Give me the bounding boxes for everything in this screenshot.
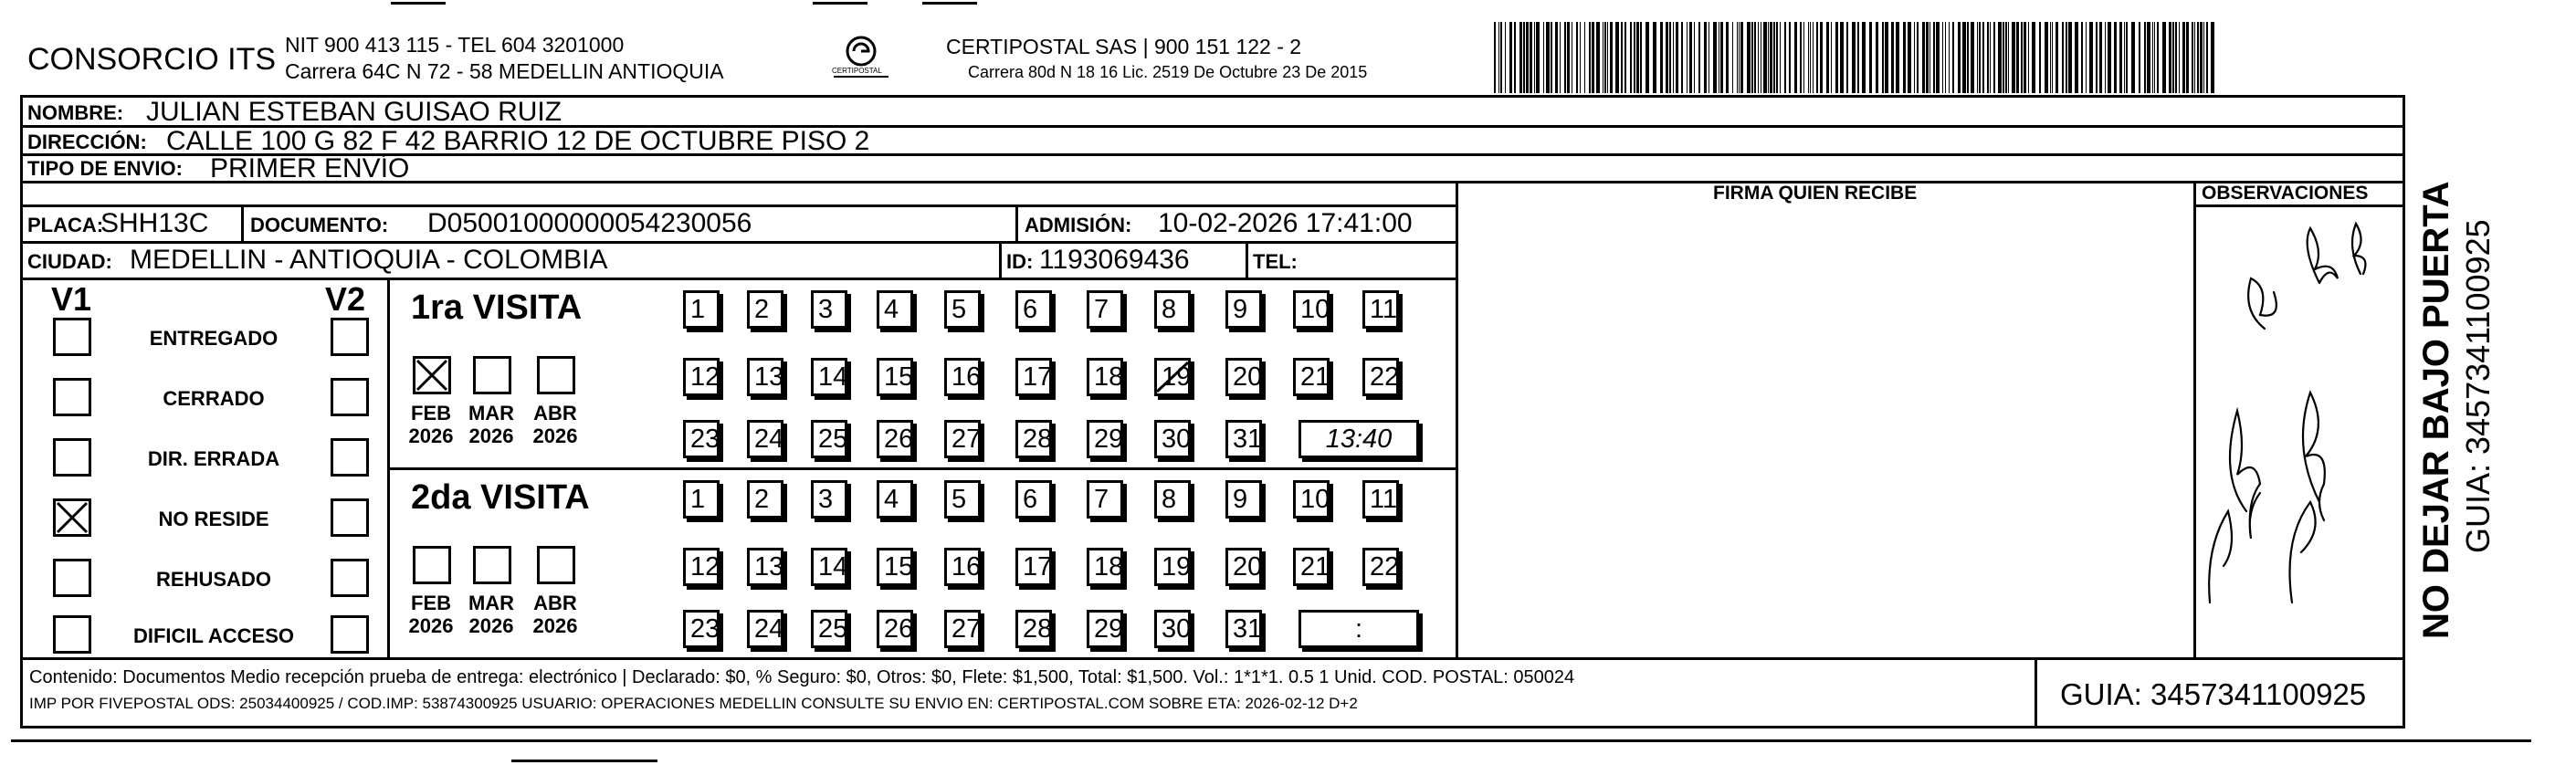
day-number: 17: [1023, 362, 1053, 392]
first-visit-day-box[interactable]: [683, 420, 720, 458]
logo-text: CERTIPOSTAL: [832, 67, 882, 75]
col-divider: [1246, 241, 1248, 278]
day-number: 21: [1300, 362, 1330, 392]
day-number: 5: [952, 485, 967, 514]
col-divider: [241, 204, 244, 241]
first-visit-month-checkbox[interactable]: [473, 356, 511, 394]
day-number: 13: [754, 552, 784, 582]
footer-print-info: IMP POR FIVEPOSTAL ODS: 25034400925 / COD.IMP: 53874300925 USUARIO: OPERACIONES MEDELLIN CONSULTE SU ENVIO EN: CERTIPOSTAL.COM SOBRE ETA: 2026-02-12 D+2: [29, 695, 1358, 712]
col-divider: [2035, 657, 2037, 728]
cross-mark-icon: [415, 359, 448, 392]
first-visit-day-box[interactable]: [1362, 290, 1399, 329]
second-visit-day-box[interactable]: [747, 548, 783, 586]
day-number: 9: [1233, 295, 1248, 324]
month-label: [464, 592, 519, 638]
day-number: 3: [818, 485, 834, 514]
second-visit-day-box[interactable]: [1154, 480, 1191, 519]
first-visit-day-box[interactable]: [1225, 358, 1262, 396]
day-number: 1: [690, 295, 706, 324]
row-divider: [20, 278, 1456, 280]
month-name: FEB: [411, 592, 451, 614]
nit-line: NIT 900 413 115 - TEL 604 3201000: [285, 33, 625, 57]
day-number: 30: [1162, 614, 1192, 644]
day-number: 13: [754, 362, 784, 392]
day-number: 5: [952, 295, 967, 324]
first-visit-day-box[interactable]: [1362, 358, 1399, 396]
day-number: 20: [1233, 362, 1263, 392]
logo-icon: [825, 33, 898, 83]
month-name: MAR: [468, 402, 515, 424]
first-visit-day-box[interactable]: [877, 290, 913, 329]
second-visit-day-box[interactable]: [1087, 480, 1123, 519]
month-label: [404, 402, 458, 448]
day-number: 29: [1094, 614, 1124, 644]
status-label: DIFICIL ACCESO: [132, 624, 294, 647]
scan-line: [391, 2, 446, 5]
row-divider: [387, 467, 1456, 470]
first-visit-month-checkbox[interactable]: [413, 356, 451, 394]
second-visit-day-box[interactable]: [1225, 480, 1262, 519]
documento-value: D05001000000054230056: [427, 208, 752, 238]
day-number: 11: [1370, 295, 1398, 324]
ciudad-value: MEDELLIN - ANTIOQUIA - COLOMBIA: [130, 245, 608, 275]
first-visit-month-checkbox[interactable]: [537, 356, 575, 394]
v1-checkbox[interactable]: [53, 378, 91, 416]
month-year: 2026: [532, 424, 578, 448]
address-line: Carrera 64C N 72 - 58 MEDELLIN ANTIOQUIA: [285, 59, 724, 83]
day-number: 12: [690, 362, 720, 392]
day-number: 25: [818, 614, 848, 644]
second-visit-day-box[interactable]: [1154, 610, 1191, 648]
scan-line: [511, 760, 657, 762]
company-name: CONSORCIO ITS: [27, 42, 277, 77]
first-visit-day-box[interactable]: [1015, 290, 1052, 329]
day-number: 9: [1233, 485, 1248, 514]
second-visit-day-box[interactable]: [1362, 480, 1399, 519]
day-number: 4: [884, 485, 899, 514]
first-visit-day-box[interactable]: [877, 358, 913, 396]
month-year: 2026: [468, 424, 514, 448]
status-label: DIR. ERRADA: [147, 447, 280, 470]
day-number: 30: [1162, 424, 1192, 454]
first-visit-day-box[interactable]: [1015, 358, 1052, 396]
scan-line: [813, 2, 867, 5]
day-number: 22: [1370, 362, 1400, 392]
month-name: MAR: [468, 592, 515, 614]
day-number: 10: [1300, 485, 1330, 514]
day-number: 2: [754, 295, 770, 324]
day-number: 6: [1023, 485, 1038, 514]
first-visit-day-box[interactable]: [811, 290, 847, 329]
direccion-label: DIRECCIÓN:: [27, 131, 147, 153]
second-visit-day-box[interactable]: [1015, 480, 1052, 519]
first-visit-day-box[interactable]: [1154, 358, 1191, 396]
second-visit-day-box[interactable]: [747, 480, 783, 519]
row-divider: [2193, 204, 2405, 207]
first-visit-day-box[interactable]: [1154, 420, 1191, 458]
v2-checkbox[interactable]: [331, 318, 369, 356]
second-visit-day-box[interactable]: [1015, 548, 1052, 586]
courier-address: Carrera 80d N 18 16 Lic. 2519 De Octubre 23 De 2015: [968, 63, 1368, 81]
second-visit-day-box[interactable]: [1015, 610, 1052, 648]
month-year: 2026: [468, 614, 514, 638]
day-number: 26: [884, 614, 914, 644]
day-number: 21: [1300, 552, 1330, 582]
second-visit-day-box[interactable]: [747, 610, 783, 648]
day-number: 18: [1094, 362, 1124, 392]
month-year: 2026: [408, 424, 454, 448]
day-number: 7: [1094, 295, 1109, 324]
time-value: 13:40: [1325, 424, 1393, 454]
day-number: 25: [818, 424, 848, 454]
row-divider: [20, 657, 2405, 660]
first-visit-day-box[interactable]: [1225, 420, 1262, 458]
month-name: ABR: [533, 402, 577, 424]
day-number: 22: [1370, 552, 1400, 582]
side-guia: GUIA: 3457341100925: [2459, 219, 2497, 553]
v1-checkbox[interactable]: [53, 498, 91, 537]
first-visit-day-box[interactable]: [1087, 358, 1123, 396]
day-number: 18: [1094, 552, 1124, 582]
v2-checkbox[interactable]: [331, 498, 369, 537]
day-number: 17: [1023, 552, 1053, 582]
day-number: 29: [1094, 424, 1124, 454]
second-visit-day-box[interactable]: [811, 610, 847, 648]
first-visit-day-box[interactable]: [747, 420, 783, 458]
admision-label: ADMISIÓN:: [1025, 214, 1132, 236]
time-value: :: [1354, 614, 1363, 644]
second-visit-month-checkbox[interactable]: [413, 546, 451, 584]
day-number: 14: [818, 362, 848, 392]
second-visit-title: 2da VISITA: [411, 478, 590, 517]
ciudad-label: CIUDAD:: [27, 250, 112, 273]
second-visit-day-box[interactable]: [1293, 548, 1330, 586]
second-visit-day-box[interactable]: [1225, 610, 1262, 648]
nombre-label: NOMBRE:: [27, 101, 124, 124]
courier-line: CERTIPOSTAL SAS | 900 151 122 - 2: [946, 35, 1302, 58]
month-name: ABR: [533, 592, 577, 614]
day-number: 24: [754, 614, 784, 644]
second-visit-day-box[interactable]: [944, 610, 981, 648]
v2-checkbox[interactable]: [331, 615, 369, 654]
first-visit-day-box[interactable]: [1293, 290, 1330, 329]
second-visit-month-checkbox[interactable]: [473, 546, 511, 584]
first-visit-day-box[interactable]: [944, 358, 981, 396]
day-number: 27: [952, 424, 982, 454]
scan-line: [11, 739, 2531, 742]
month-label: [528, 592, 583, 638]
certipostal-logo: [825, 33, 898, 83]
second-visit-day-box[interactable]: [683, 548, 720, 586]
v2-checkbox[interactable]: [331, 438, 369, 477]
day-number: 16: [952, 362, 982, 392]
day-number: 10: [1300, 295, 1330, 324]
second-visit-day-box[interactable]: [944, 548, 981, 586]
day-number: 12: [690, 552, 720, 582]
v2-checkbox[interactable]: [331, 378, 369, 416]
second-visit-day-box[interactable]: [1087, 548, 1123, 586]
handwritten-observation: [2201, 219, 2383, 648]
day-number: 15: [884, 552, 914, 582]
placa-label: PLACA:: [27, 214, 104, 236]
slash-mark-icon: [1155, 359, 1192, 395]
first-visit-day-box[interactable]: [747, 290, 783, 329]
first-visit-title: 1ra VISITA: [411, 288, 583, 327]
id-value: 1193069436: [1039, 245, 1190, 275]
col-divider: [999, 241, 1002, 278]
v1-checkbox[interactable]: [53, 559, 91, 597]
documento-label: DOCUMENTO:: [250, 214, 389, 236]
day-number: 8: [1162, 485, 1177, 514]
month-year: 2026: [532, 614, 578, 638]
second-visit-time-box[interactable]: [1299, 610, 1419, 648]
v1-checkbox[interactable]: [53, 318, 91, 356]
v1-checkbox[interactable]: [53, 438, 91, 477]
day-number: 27: [952, 614, 982, 644]
admision-value: 10-02-2026 17:41:00: [1158, 208, 1413, 238]
second-visit-day-box[interactable]: [877, 610, 913, 648]
col-divider: [1456, 181, 1458, 657]
month-label: [528, 402, 583, 448]
day-number: 20: [1233, 552, 1263, 582]
second-visit-day-box[interactable]: [944, 480, 981, 519]
placa-value: SHH13C: [100, 208, 209, 238]
first-visit-time-box[interactable]: [1299, 420, 1419, 458]
second-visit-day-box[interactable]: [877, 548, 913, 586]
v1-label: V1: [51, 280, 92, 318]
row-divider: [20, 241, 1456, 244]
month-label: [404, 592, 458, 638]
first-visit-day-box[interactable]: [1225, 290, 1262, 329]
second-visit-day-box[interactable]: [1087, 610, 1123, 648]
second-visit-day-box[interactable]: [811, 480, 847, 519]
day-number: 31: [1233, 614, 1263, 644]
day-number: 23: [690, 424, 720, 454]
side-notice: NO DEJAR BAJO PUERTA: [2416, 181, 2456, 639]
tipo-envio-label: TIPO DE ENVIO:: [27, 157, 183, 180]
tipo-envio-value: PRIMER ENVÍO: [210, 153, 410, 183]
month-year: 2026: [408, 614, 454, 638]
status-label: NO RESIDE: [158, 508, 269, 530]
firma-header: FIRMA QUIEN RECIBE: [1713, 183, 1918, 204]
v2-label: V2: [325, 280, 366, 318]
second-visit-day-box[interactable]: [877, 480, 913, 519]
first-visit-day-box[interactable]: [1087, 290, 1123, 329]
status-label: CERRADO: [163, 387, 265, 410]
second-visit-day-box[interactable]: [683, 610, 720, 648]
day-number: 8: [1162, 295, 1177, 324]
month-label: [464, 402, 519, 448]
v2-checkbox[interactable]: [331, 559, 369, 597]
day-number: 11: [1370, 485, 1398, 514]
first-visit-day-box[interactable]: [1154, 290, 1191, 329]
footer-content: Contenido: Documentos Medio recepción prueba de entrega: electrónico | Declarado: $0, % Seguro: $0, Otros: $0, Flete: $1,500, Total: $1,500. Vol.: 1*1*1. 0.5 1 Unid. COD. POSTAL: 050024: [29, 667, 1575, 687]
main-form-frame: [20, 95, 2405, 728]
day-number: 14: [818, 552, 848, 582]
first-visit-day-box[interactable]: [944, 420, 981, 458]
scan-line: [922, 2, 977, 5]
day-number: 7: [1094, 485, 1109, 514]
second-visit-day-box[interactable]: [683, 480, 720, 519]
day-number: 26: [884, 424, 914, 454]
day-number: 24: [754, 424, 784, 454]
first-visit-day-box[interactable]: [811, 420, 847, 458]
second-visit-day-box[interactable]: [1362, 548, 1399, 586]
first-visit-day-box[interactable]: [811, 358, 847, 396]
day-number: 23: [690, 614, 720, 644]
day-number: 28: [1023, 424, 1053, 454]
observaciones-header: OBSERVACIONES: [2202, 183, 2369, 204]
day-number: 4: [884, 295, 899, 324]
footer-guia: GUIA: 3457341100925: [2060, 677, 2367, 711]
col-divider: [2193, 181, 2196, 657]
day-number: 15: [884, 362, 914, 392]
status-label: REHUSADO: [156, 568, 271, 591]
first-visit-day-box[interactable]: [877, 420, 913, 458]
day-number: 19: [1162, 552, 1192, 582]
cross-mark-icon: [56, 501, 89, 534]
month-name: FEB: [411, 402, 451, 424]
first-visit-day-box[interactable]: [1087, 420, 1123, 458]
first-visit-day-box[interactable]: [1293, 358, 1330, 396]
barcode: [1494, 22, 2224, 93]
second-visit-month-checkbox[interactable]: [537, 546, 575, 584]
first-visit-day-box[interactable]: [944, 290, 981, 329]
first-visit-day-box[interactable]: [683, 290, 720, 329]
id-label: ID:: [1006, 250, 1034, 273]
day-number: 28: [1023, 614, 1053, 644]
row-divider: [20, 204, 1456, 207]
day-number: 19: [1162, 362, 1192, 392]
day-number: 16: [952, 552, 982, 582]
second-visit-day-box[interactable]: [1225, 548, 1262, 586]
nombre-value: JULIAN ESTEBAN GUISAO RUIZ: [146, 97, 563, 127]
day-number: 31: [1233, 424, 1263, 454]
day-number: 1: [690, 485, 706, 514]
first-visit-day-box[interactable]: [683, 358, 720, 396]
second-visit-day-box[interactable]: [1154, 548, 1191, 586]
day-number: 3: [818, 295, 834, 324]
second-visit-day-box[interactable]: [1293, 480, 1330, 519]
direccion-value: CALLE 100 G 82 F 42 BARRIO 12 DE OCTUBRE PISO 2: [166, 126, 870, 156]
first-visit-day-box[interactable]: [747, 358, 783, 396]
day-number: 6: [1023, 295, 1038, 324]
v1-checkbox[interactable]: [53, 615, 91, 654]
col-divider: [387, 278, 390, 657]
status-label: ENTREGADO: [149, 327, 279, 350]
first-visit-day-box[interactable]: [1015, 420, 1052, 458]
col-divider: [1015, 204, 1018, 241]
day-number: 2: [754, 485, 770, 514]
tel-label: TEL:: [1253, 250, 1298, 273]
second-visit-day-box[interactable]: [811, 548, 847, 586]
